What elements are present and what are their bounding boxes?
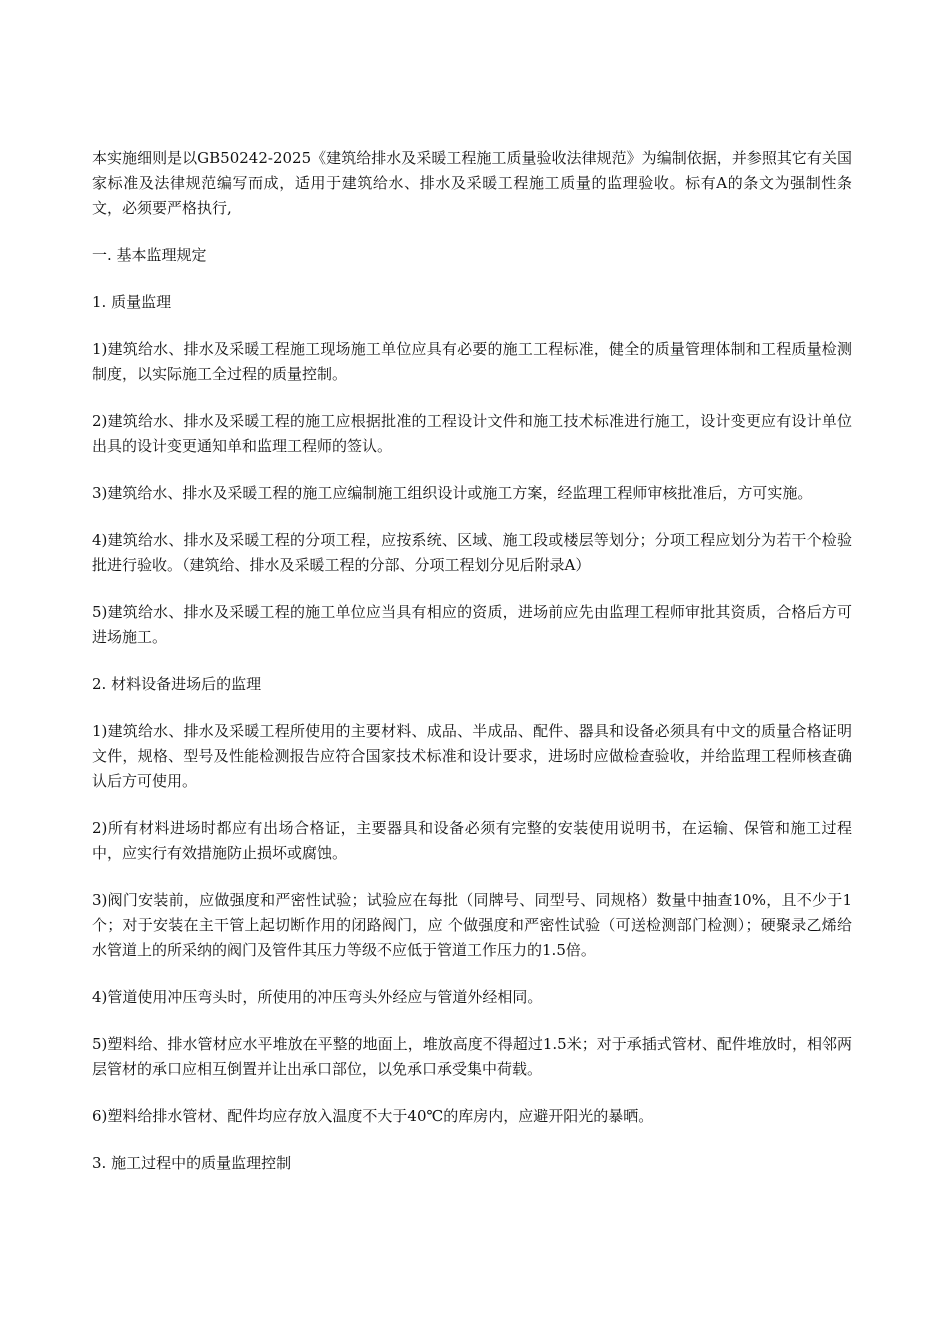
document-body — [92, 146, 852, 1198]
sub2-item-5: 5)塑料给、排水管材应水平堆放在平整的地面上，堆放高度不得超过1.5米；对于承插式管材、配件堆放时，相邻两层管材的承口应相互倒置并让出承口部位，以免承口承受集中荷载。 — [92, 1035, 852, 1078]
subsection-1-heading: 1. 质量监理 — [92, 293, 172, 311]
sub2-item-3: 3)阀门安装前，应做强度和严密性试验；试验应在每批（同牌号、同型号、同规格）数量中抽查10%，且不少于1个；对于安装在主干管上起切断作用的闭路阀门，应 个做强度和严密性试验（可送检测部门检测）；硬聚录乙烯给水管道上的所采纳的阀门及管件其压力等级不应低于管道工作压力的1.5倍。 — [92, 891, 852, 959]
sub2-item-4: 4)管道使用冲压弯头时，所使用的冲压弯头外经应与管道外经相同。 — [92, 988, 543, 1006]
sub1-item-1: 1)建筑给水、排水及采暖工程施工现场施工单位应具有必要的施工工程标准，健全的质量管理体制和工程质量检测制度，以实际施工全过程的质量控制。 — [92, 340, 852, 383]
sub1-item-3: 3)建筑给水、排水及采暖工程的施工应编制施工组织设计或施工方案，经监理工程师审核批准后，方可实施。 — [92, 484, 813, 502]
intro-paragraph: 本实施细则是以GB50242-2025《建筑给排水及采暖工程施工质量验收法律规范》为编制依据，并参照其它有关国家标准及法律规范编写而成，适用于建筑给水、排水及采暖工程施工质量的监理验收。标有A的条文为强制性条文，必须要严格执行, — [92, 149, 852, 217]
subsection-2-heading: 2. 材料设备进场后的监理 — [92, 675, 262, 693]
sub2-item-2: 2)所有材料进场时都应有出场合格证，主要器具和设备必须有完整的安装使用说明书，在运输、保管和施工过程中，应实行有效措施防止损坏或腐蚀。 — [92, 819, 852, 862]
sub1-item-4: 4)建筑给水、排水及采暖工程的分项工程，应按系统、区域、施工段或楼层等划分；分项工程应划分为若干个检验批进行验收。（建筑给、排水及采暖工程的分部、分项工程划分见后附录A） — [92, 531, 852, 574]
sub1-item-5: 5)建筑给水、排水及采暖工程的施工单位应当具有相应的资质，进场前应先由监理工程师审批其资质，合格后方可进场施工。 — [92, 603, 852, 646]
sub2-item-1: 1)建筑给水、排水及采暖工程所使用的主要材料、成品、半成品、配件、器具和设备必须具有中文的质量合格证明文件，规格、型号及性能检测报告应符合国家技术标准和设计要求，进场时应做检查验收，并给监理工程师核查确认后方可使用。 — [92, 722, 852, 790]
section-1-heading: 一. 基本监理规定 — [92, 246, 207, 264]
sub1-item-2: 2)建筑给水、排水及采暖工程的施工应根据批准的工程设计文件和施工技术标准进行施工，设计变更应有设计单位出具的设计变更通知单和监理工程师的签认。 — [92, 412, 852, 455]
subsection-3-heading: 3. 施工过程中的质量监理控制 — [92, 1154, 292, 1172]
sub2-item-6: 6)塑料给排水管材、配件均应存放入温度不大于40℃的库房内，应避开阳光的暴晒。 — [92, 1107, 654, 1125]
